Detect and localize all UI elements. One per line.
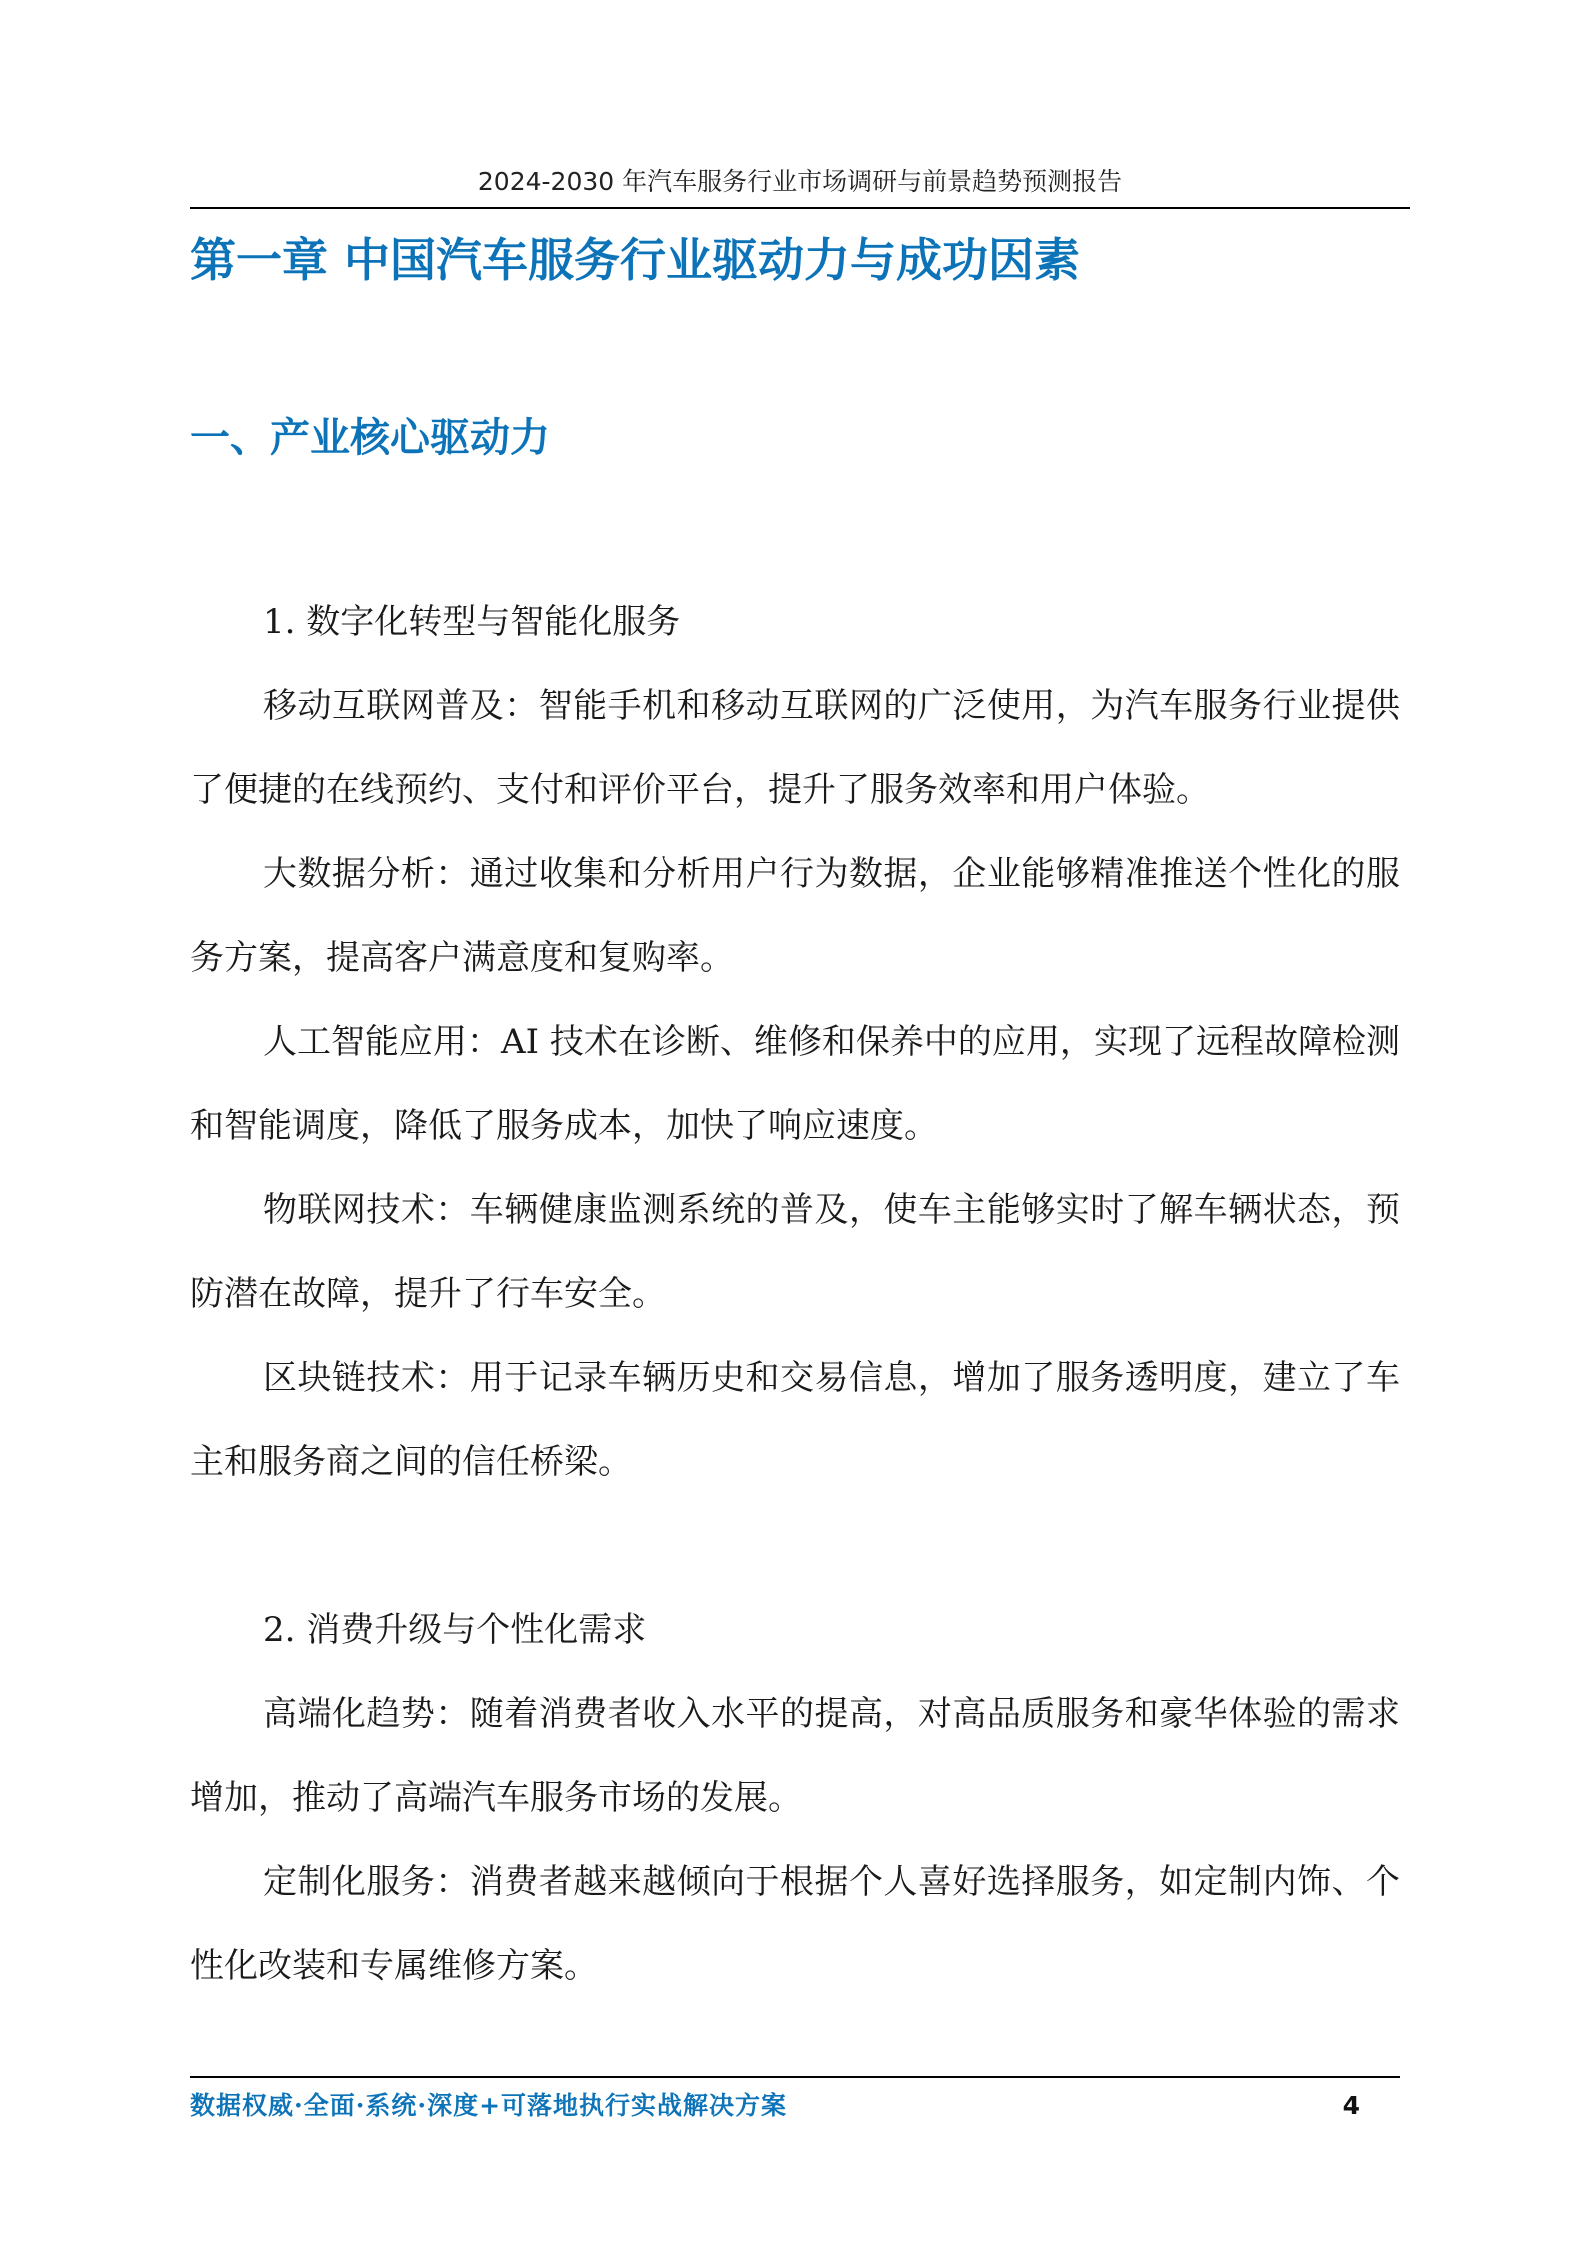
paragraph: 定制化服务：消费者越来越倾向于根据个人喜好选择服务，如定制内饰、个性化改装和专属维修方案。: [190, 1862, 1400, 1986]
subsection-consumption: [190, 1588, 1400, 2008]
header-rule: [190, 207, 1410, 209]
body-content: [190, 580, 1400, 2008]
footer-rule: [190, 2076, 1400, 2078]
running-header: 2024-2030 年汽车服务行业市场调研与前景趋势预测报告: [477, 167, 1123, 196]
paragraph: 高端化趋势：随着消费者收入水平的提高，对高品质服务和豪华体验的需求增加，推动了高端汽车服务市场的发展。: [190, 1694, 1400, 1818]
page-number: 4: [1342, 2091, 1360, 2120]
paragraph: 大数据分析：通过收集和分析用户行为数据，企业能够精准推送个性化的服务方案，提高客户满意度和复购率。: [190, 854, 1400, 978]
paragraph: 区块链技术：用于记录车辆历史和交易信息，增加了服务透明度，建立了车主和服务商之间的信任桥梁。: [190, 1358, 1400, 1482]
section-gap: [190, 1504, 1400, 1588]
section-title: 一、产业核心驱动力: [190, 415, 550, 461]
paragraph: 物联网技术：车辆健康监测系统的普及，使车主能够实时了解车辆状态，预防潜在故障，提升了行车安全。: [190, 1190, 1400, 1314]
chapter-title: 第一章 中国汽车服务行业驱动力与成功因素: [190, 233, 1081, 287]
footer-slogan: 数据权威·全面·系统·深度+可落地执行实战解决方案: [190, 2091, 788, 2120]
paragraph: 人工智能应用：AI 技术在诊断、维修和保养中的应用，实现了远程故障检测和智能调度，降低了服务成本，加快了响应速度。: [190, 1022, 1400, 1146]
subsection-heading: 1. 数字化转型与智能化服务: [263, 602, 681, 642]
paragraph: 移动互联网普及：智能手机和移动互联网的广泛使用，为汽车服务行业提供了便捷的在线预约、支付和评价平台，提升了服务效率和用户体验。: [190, 686, 1400, 810]
subsection-heading: 2. 消费升级与个性化需求: [263, 1610, 647, 1650]
subsection-digital: [190, 580, 1400, 1504]
